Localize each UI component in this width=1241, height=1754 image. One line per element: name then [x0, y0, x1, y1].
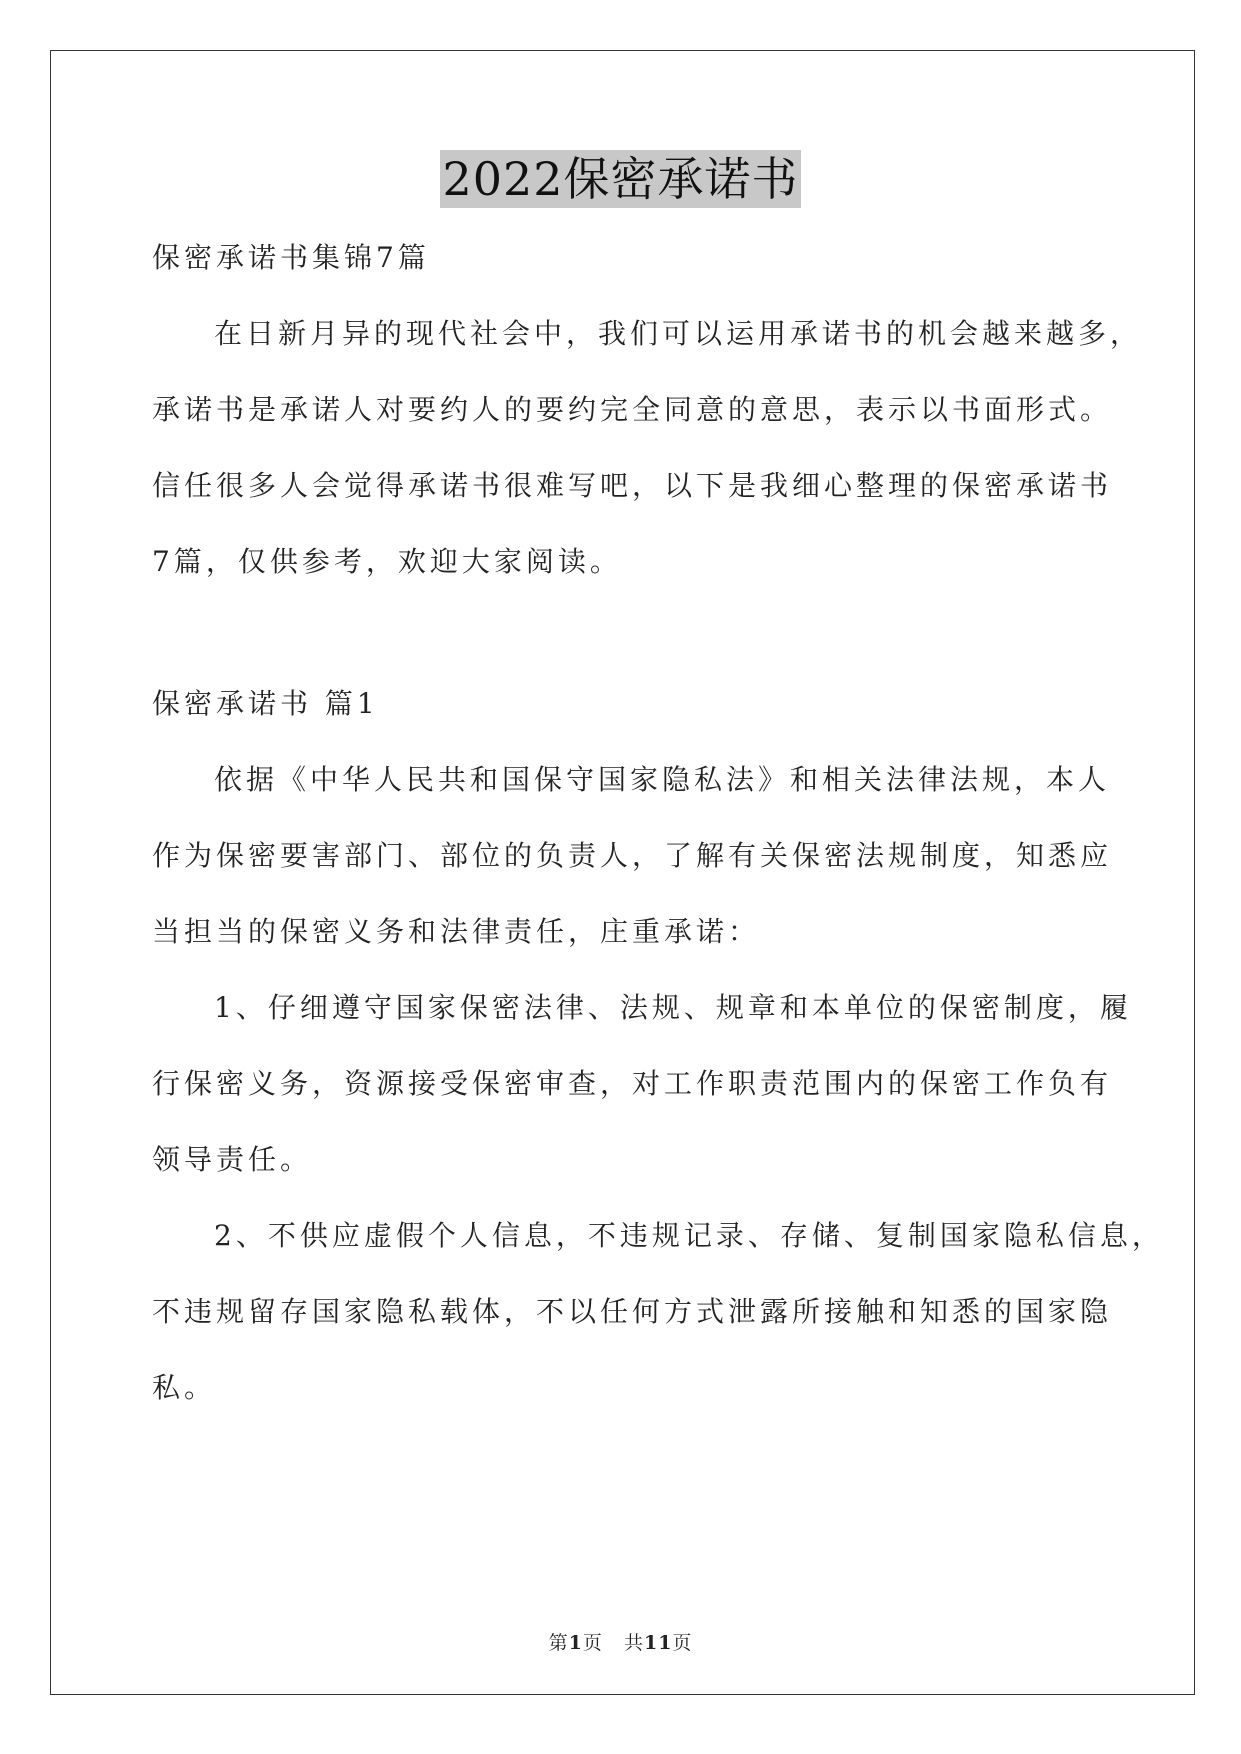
paragraph-line: 行保密义务，资源接受保密审查，对工作职责范围内的保密工作负有 [152, 1067, 1113, 1100]
paragraph-line: 当担当的保密义务和法律责任，庄重承诺： [152, 915, 761, 948]
paragraph-line: 在日新月异的现代社会中，我们可以运用承诺书的机会越来越多， [214, 317, 1143, 350]
title-container [0, 150, 1241, 208]
subtitle-line: 保密承诺书集锦7篇 [152, 241, 430, 274]
footer-total-prefix: 共 [623, 1632, 644, 1654]
paragraph-line: 不违规留存国家隐私载体，不以任何方式泄露所接触和知悉的国家隐 [152, 1295, 1113, 1328]
paragraph-line: 7篇，仅供参考，欢迎大家阅读。 [152, 545, 622, 578]
paragraph-line: 私。 [152, 1371, 217, 1404]
footer-page-number: 1 [568, 1632, 583, 1654]
footer-page-prefix: 第 [548, 1632, 569, 1654]
footer-total-suffix: 页 [672, 1632, 693, 1654]
footer-page-suffix: 页 [582, 1632, 603, 1654]
paragraph-line: 作为保密要害部门、部位的负责人，了解有关保密法规制度，知悉应 [152, 839, 1113, 872]
page-footer [0, 1628, 1241, 1655]
section-heading: 保密承诺书 篇1 [152, 687, 379, 720]
paragraph-line: 依据《中华人民共和国保守国家隐私法》和相关法律法规，本人 [214, 763, 1111, 796]
paragraph-line: 承诺书是承诺人对要约人的要约完全同意的意思，表示以书面形式。 [152, 393, 1113, 426]
paragraph-line: 2、不供应虚假个人信息，不违规记录、存储、复制国家隐私信息， [214, 1219, 1164, 1252]
paragraph-line: 1、仔细遵守国家保密法律、法规、规章和本单位的保密制度，履 [214, 991, 1132, 1024]
document-title: 2022保密承诺书 [442, 152, 799, 206]
paragraph-line: 信任很多人会觉得承诺书很难写吧，以下是我细心整理的保密承诺书 [152, 469, 1113, 502]
paragraph-line: 领导责任。 [152, 1143, 313, 1176]
footer-total-pages: 11 [643, 1632, 673, 1654]
